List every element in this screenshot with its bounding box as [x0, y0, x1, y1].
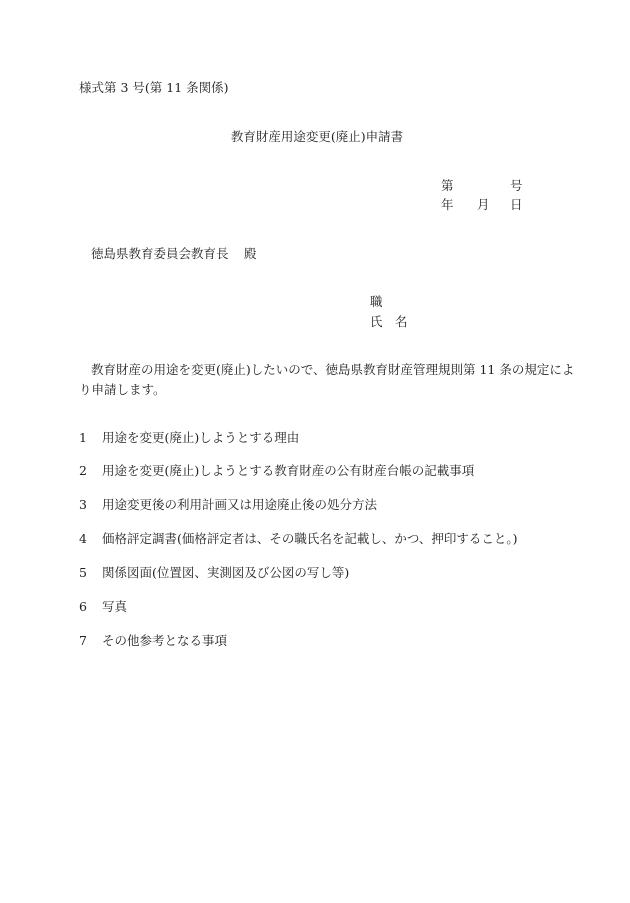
list-item-text: 用途変更後の利用計画又は用途廃止後の処分方法	[102, 497, 378, 512]
list-item-number: 3	[79, 497, 87, 512]
document-title: 教育財産用途変更(廃止)申請書	[230, 129, 404, 144]
list-item-text: 関係図面(位置図、実測図及び公図の写し等)	[102, 565, 350, 580]
reference-go-label: 号	[510, 178, 523, 193]
addressee-name: 徳島県教育委員会教育長	[91, 246, 229, 261]
list-item-number: 1	[79, 430, 87, 445]
list-item-text: 用途を変更(廃止)しようとする教育財産の公有財産台帳の記載事項	[102, 463, 475, 478]
list-item-number: 7	[79, 633, 87, 648]
body-text-line-1: 教育財産の用途を変更(廃止)したいので、徳島県教育財産管理規則第 11 条の規定によ	[91, 362, 575, 377]
list-item-text: その他参考となる事項	[102, 633, 228, 648]
date-year-label: 年	[441, 197, 454, 212]
applicant-name-label: 氏 名	[370, 314, 408, 329]
list-item-number: 2	[79, 463, 87, 478]
list-item-text: 写真	[102, 599, 128, 614]
list-item-text: 用途を変更(廃止)しようとする理由	[102, 430, 300, 445]
list-item-number: 6	[79, 599, 87, 614]
body-text-line-2: り申請します。	[79, 382, 166, 397]
list-item-number: 4	[79, 531, 87, 546]
date-day-label: 日	[510, 197, 523, 212]
list-item-text: 価格評定調書(価格評定者は、その職氏名を記載し、かつ、押印すること。)	[102, 531, 518, 546]
list-item-number: 5	[79, 565, 87, 580]
date-month-label: 月	[477, 197, 490, 212]
form-number-label: 様式第 3 号(第 11 条関係)	[79, 80, 229, 95]
reference-dai-label: 第	[441, 178, 454, 193]
applicant-position-label: 職	[370, 294, 383, 309]
addressee-honorific: 殿	[244, 246, 257, 261]
